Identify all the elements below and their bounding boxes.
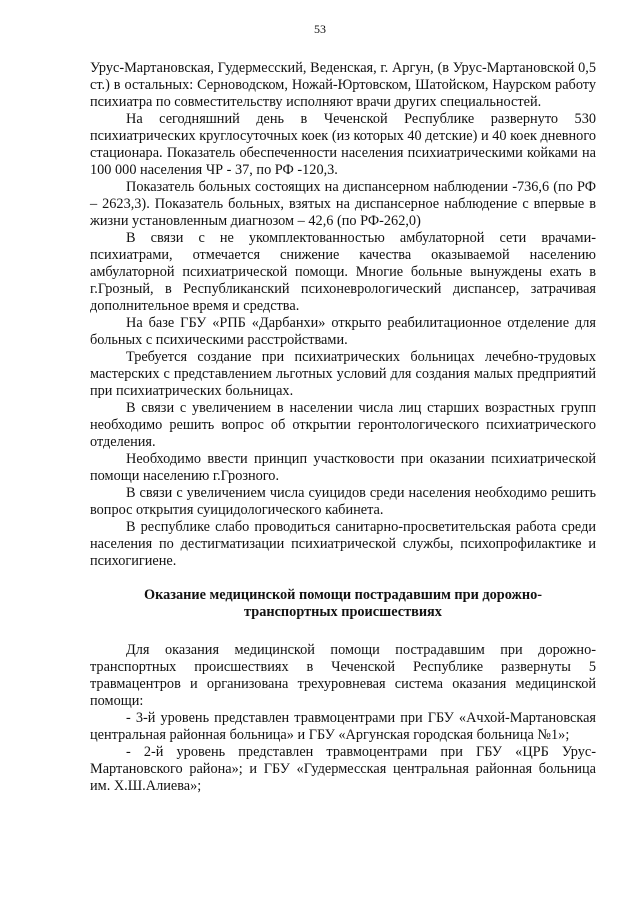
- paragraph-suicidology-office: В связи с увеличением числа суицидов среди населения необходимо решить вопрос открытия суицидологического кабинета.: [90, 485, 596, 518]
- page-number: 53: [314, 22, 326, 36]
- paragraph-dispensary-observation: Показатель больных состоящих на диспансерном наблюдении -736,6 (по РФ – 2623,3). Показатель больных, взятых на диспансерное наблюдение с впервые в жизни установленным диагнозом – 42,6 (по РФ-262,0): [90, 179, 596, 229]
- list-item-level-2: - 2-й уровень представлен травмоцентрами при ГБУ «ЦРБ Урус-Мартановского района»; и ГБУ «Гудермесская центральная районная больница им. Х.Ш.Алиева»;: [90, 744, 596, 794]
- section-heading: Оказание медицинской помощи пострадавшим при дорожно-транспортных происшествиях: [143, 587, 543, 620]
- paragraph-psychiatric-beds: На сегодняшний день в Чеченской Республике развернуто 530 психиатрических круглосуточных коек (из которых 40 детские) и 40 коек дневного стационара. Показатель обеспеченности населения психиатрическими койками на 100 000 населения ЧР - 37, по РФ -120,3.: [90, 111, 596, 178]
- list-item-level-3: - 3-й уровень представлен травмоцентрами при ГБУ «Ачхой-Мартановская центральная районная больница» и ГБУ «Аргунская городская больница №1»;: [90, 710, 596, 743]
- paragraph-trauma-system: Для оказания медицинской помощи пострадавшим при дорожно-транспортных происшествиях в Чеченской Республике развернуты 5 травмацентров и организована трехуровневая система оказания медицинской помощи:: [90, 642, 596, 709]
- paragraph-gerontology-department: В связи с увеличением в населении числа лиц старших возрастных групп необходимо решить вопрос об открытии геронтологического психиатрического отделения.: [90, 400, 596, 450]
- paragraph-outpatient-shortage: В связи с не укомплектованностью амбулаторной сети врачами-психиатрами, отмечается снижение качества оказываемой населению амбулаторной психиатрической помощи. Многие больные вынуждены ехать в г.Грозный, в Республиканский психоневрологический диспансер, затрачивая дополнительное время и средства.: [90, 230, 596, 314]
- paragraph-health-education: В республике слабо проводиться санитарно-просветительская работа среди населения по дестигматизации психиатрической службы, психопрофилактике и психогигиене.: [90, 519, 596, 569]
- paragraph-district-principle: Необходимо ввести принцип участковости при оказании психиатрической помощи населению г.Грозного.: [90, 451, 596, 484]
- paragraph-labor-workshops: Требуется создание при психиатрических больницах лечебно-трудовых мастерских с представлением льготных условий для создания малых предприятий при психиатрических больницах.: [90, 349, 596, 399]
- paragraph-psychiatrists-list: Урус-Мартановская, Гудермесский, Веденская, г. Аргун, (в Урус-Мартановской 0,5 ст.) в остальных: Серноводском, Ножай-Юртовском, Шатойском, Наурском работу психиатра по совместительству исполняют врачи других специальностей.: [90, 60, 596, 110]
- document-body: [90, 60, 596, 795]
- paragraph-rehabilitation-department: На базе ГБУ «РПБ «Дарбанхи» открыто реабилитационное отделение для больных с психическими расстройствами.: [90, 315, 596, 348]
